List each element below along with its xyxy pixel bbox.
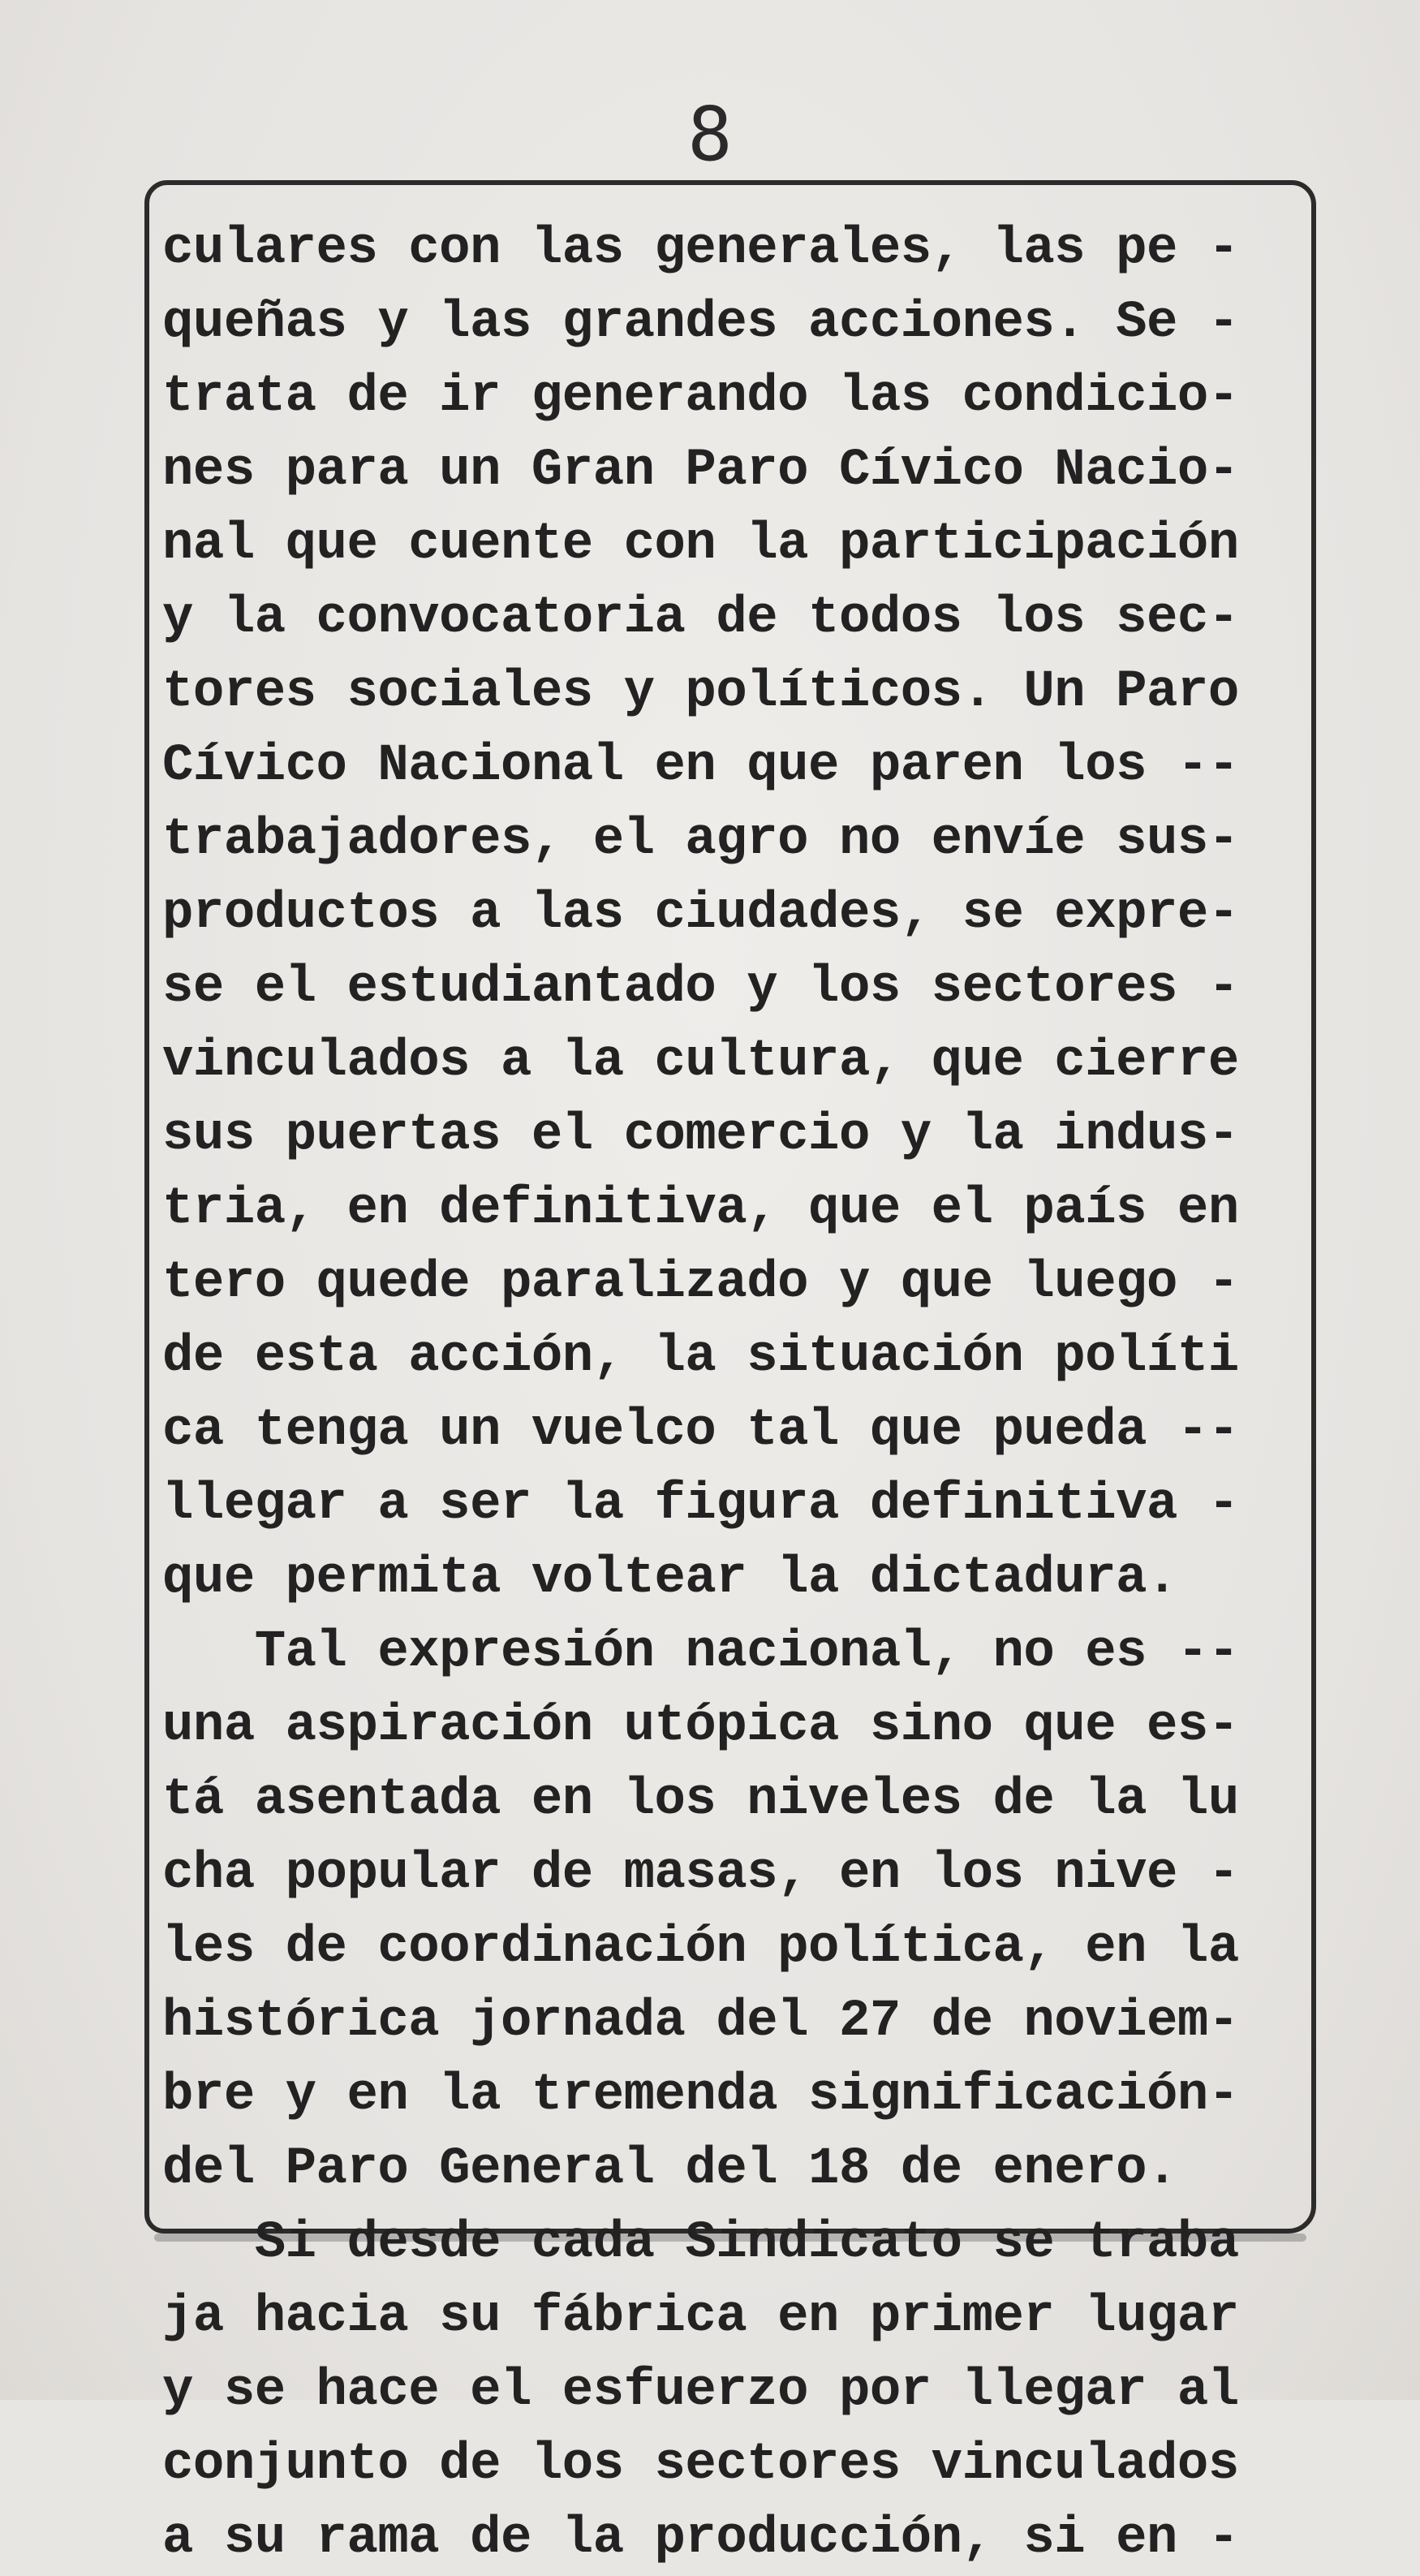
page-number: 8 <box>687 91 733 178</box>
text-line: Tal expresión nacional, no es -- <box>162 1623 1239 1682</box>
text-line: nes para un Gran Paro Cívico Nacio- <box>162 442 1239 500</box>
text-line: y la convocatoria de todos los sec- <box>162 589 1239 648</box>
text-line: trata de ir generando las condicio- <box>162 368 1239 426</box>
text-line: que permita voltear la dictadura. <box>162 1549 1177 1608</box>
text-line: de esta acción, la situación políti <box>162 1328 1239 1386</box>
text-line: histórica jornada del 27 de noviem- <box>162 1992 1239 2051</box>
text-line: a su rama de la producción, si en - <box>162 2509 1239 2568</box>
text-line: tria, en definitiva, que el país en <box>162 1180 1239 1238</box>
text-line: conjunto de los sectores vinculados <box>162 2436 1239 2494</box>
text-line: nal que cuente con la participación <box>162 515 1239 574</box>
text-line: ja hacia su fábrica en primer lugar <box>162 2288 1239 2346</box>
text-line: se el estudiantado y los sectores - <box>162 958 1239 1017</box>
text-line: y se hace el esfuerzo por llegar al <box>162 2362 1239 2420</box>
text-line: del Paro General del 18 de enero. <box>162 2140 1177 2199</box>
body-text <box>162 213 1306 2576</box>
text-line: bre y en la tremenda significación- <box>162 2066 1239 2125</box>
text-line: una aspiración utópica sino que es- <box>162 1697 1239 1755</box>
text-line: llegar a ser la figura definitiva - <box>162 1475 1239 1534</box>
text-line: queñas y las grandes acciones. Se - <box>162 294 1239 352</box>
text-line: productos a las ciudades, se expre- <box>162 885 1239 943</box>
text-line: ca tenga un vuelco tal que pueda -- <box>162 1402 1239 1460</box>
text-line: sus puertas el comercio y la indus- <box>162 1106 1239 1165</box>
text-line: les de coordinación política, en la <box>162 1919 1239 1977</box>
text-line: vinculados a la cultura, que cierre <box>162 1032 1239 1091</box>
text-line: tores sociales y políticos. Un Paro <box>162 663 1239 722</box>
text-line: tá asentada en los niveles de la lu <box>162 1771 1239 1829</box>
text-line: culares con las generales, las pe - <box>162 220 1239 278</box>
text-line: Si desde cada Sindicato se traba <box>162 2214 1239 2272</box>
text-line: trabajadores, el agro no envíe sus- <box>162 811 1239 869</box>
text-line: tero quede paralizado y que luego - <box>162 1254 1239 1312</box>
text-line: Cívico Nacional en que paren los -- <box>162 737 1239 795</box>
text-line: cha popular de masas, en los nive - <box>162 1845 1239 1903</box>
